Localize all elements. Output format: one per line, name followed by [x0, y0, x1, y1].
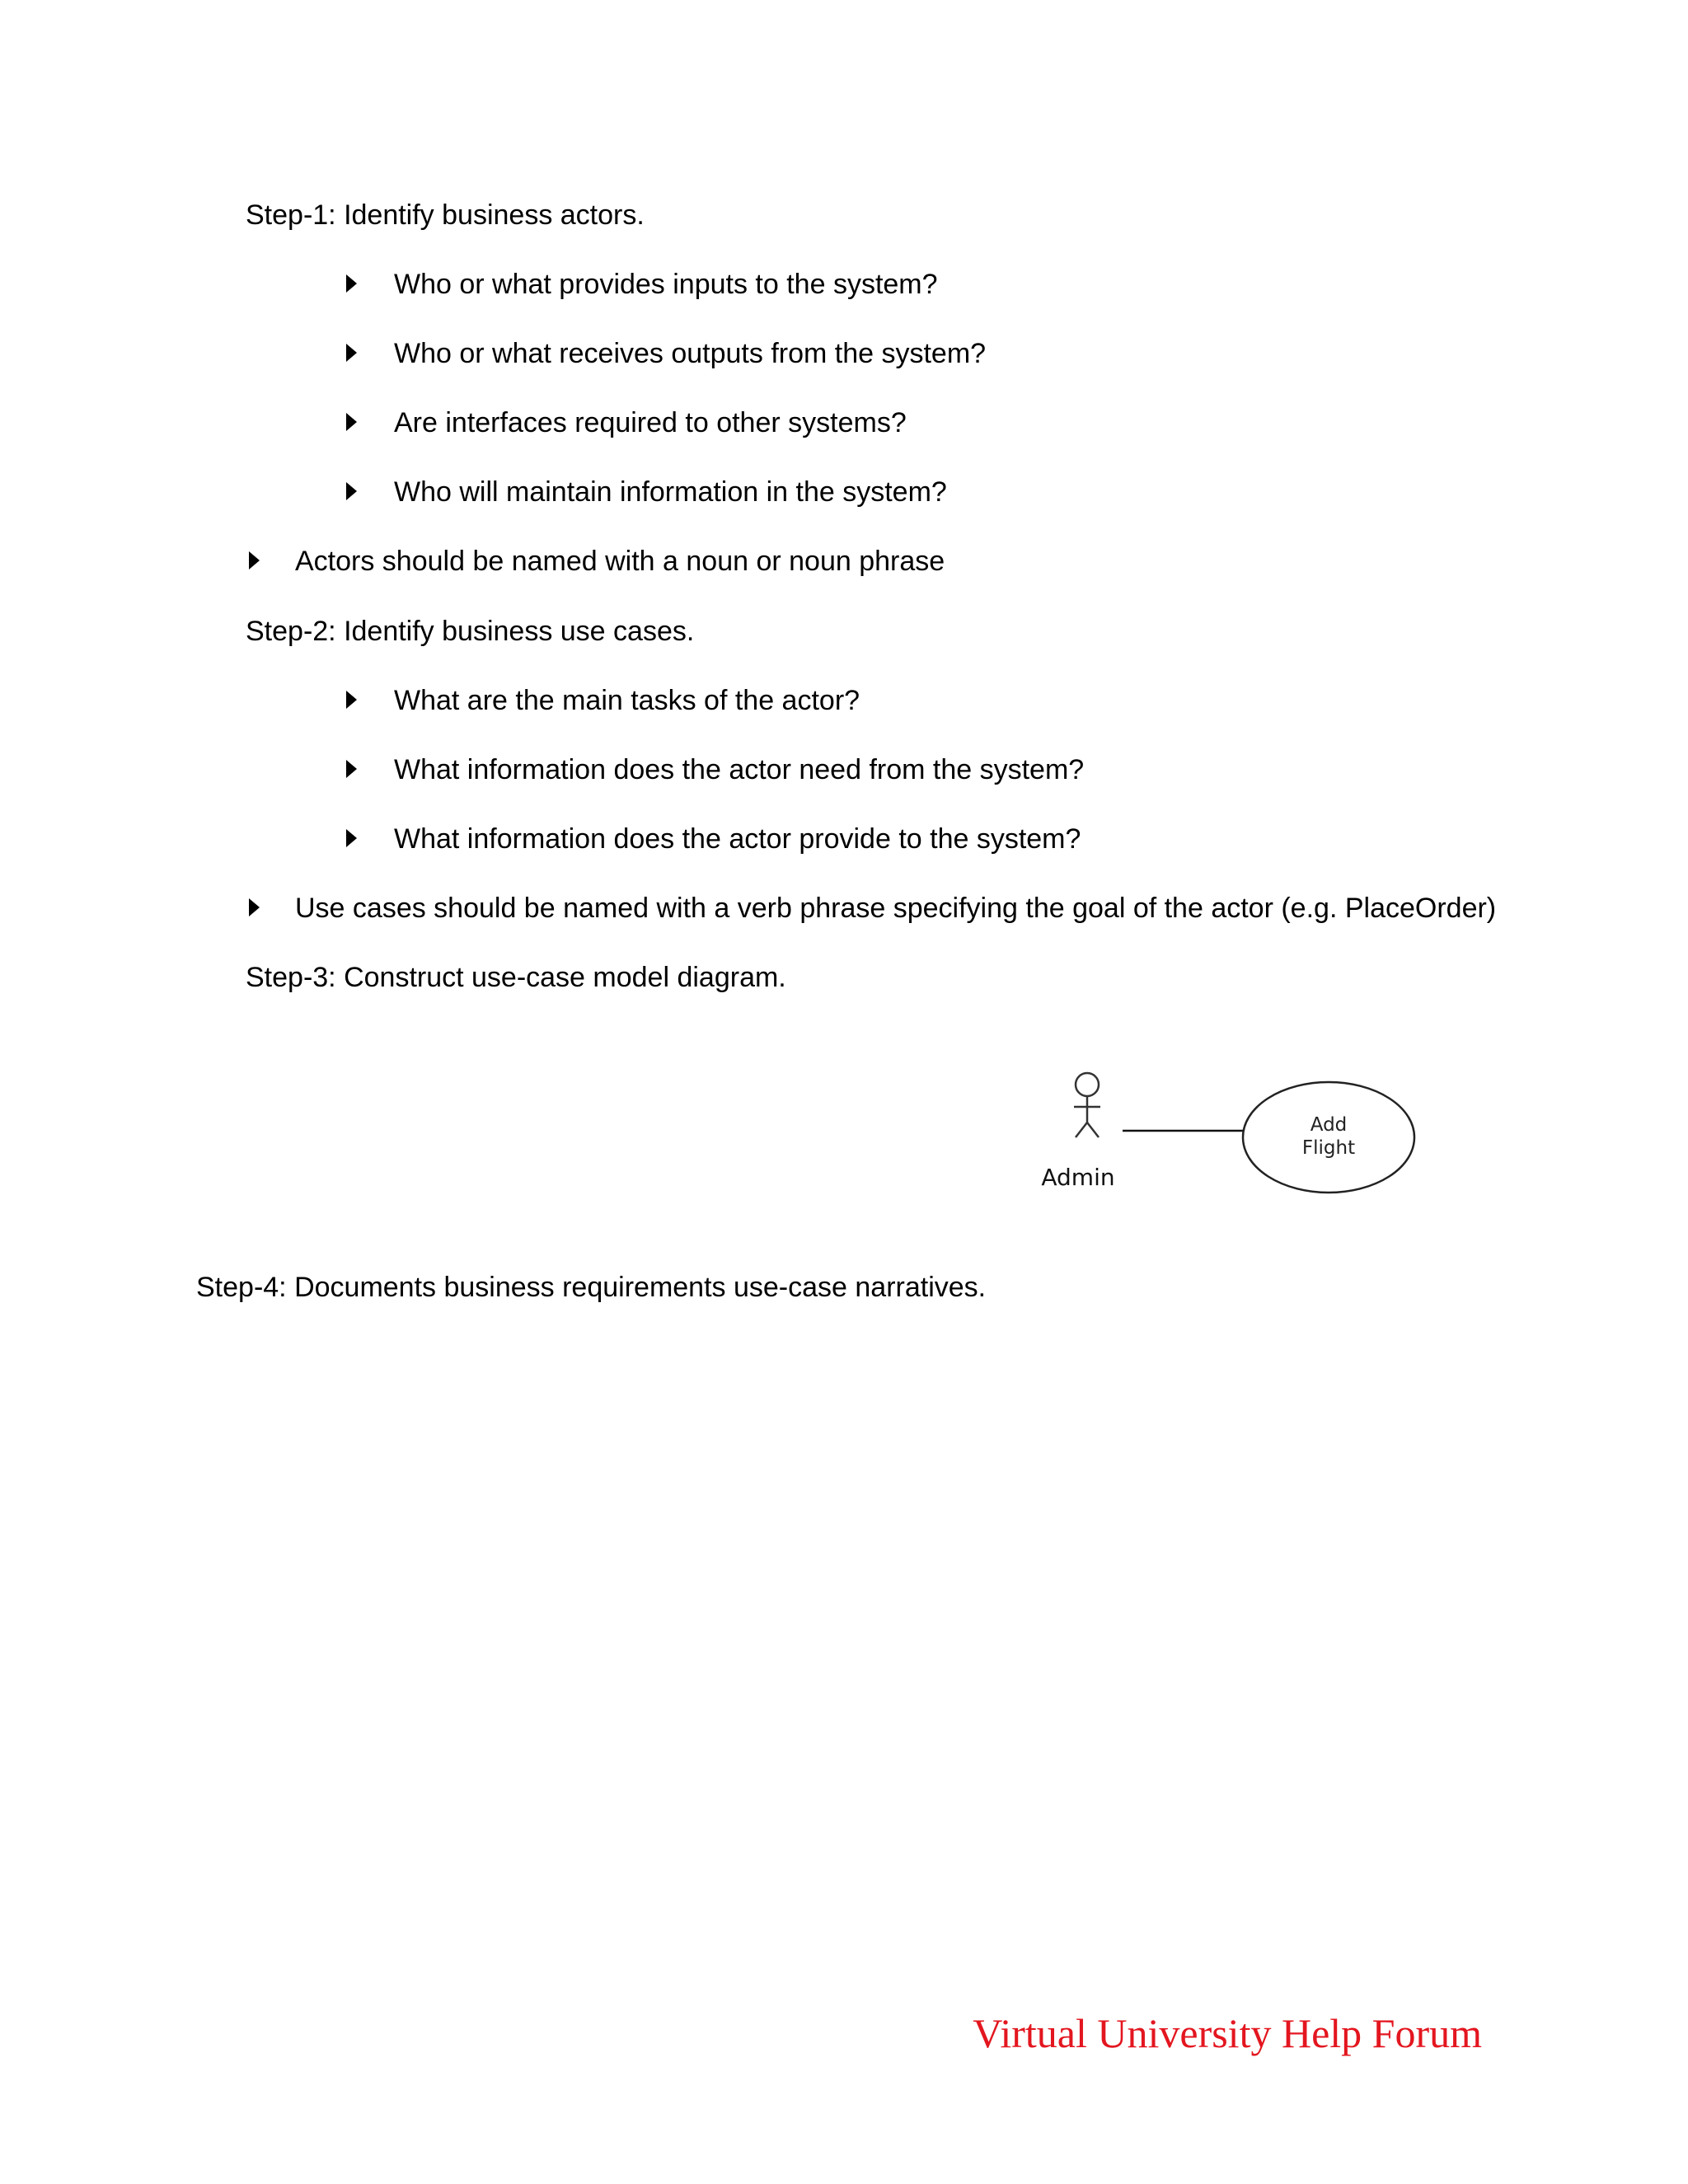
step2-heading: Step-2: Identify business use cases. [246, 616, 695, 647]
step1-question-1: Who or what provides inputs to the system? [394, 269, 938, 300]
bullet-arrow-icon [346, 760, 357, 778]
bullet-arrow-icon [346, 691, 357, 709]
use-case-label-line1: Add [1310, 1114, 1348, 1136]
step2-note: Use cases should be named with a verb phrase specifying the goal of the actor (e.g. PlaceOrder) [295, 893, 1497, 924]
step1-heading: Step-1: Identify business actors. [246, 199, 645, 231]
use-case-diagram-svg [1030, 1063, 1459, 1212]
watermark-text: Virtual University Help Forum [973, 2010, 1482, 2056]
bullet-arrow-icon [249, 898, 260, 916]
bullet-arrow-icon [346, 344, 357, 362]
actor-stick-figure-icon [1074, 1073, 1100, 1137]
bullet-arrow-icon [249, 551, 260, 569]
step1-question-2: Who or what receives outputs from the system? [394, 338, 987, 369]
bullet-arrow-icon [346, 413, 357, 431]
actor-label: Admin [1041, 1164, 1115, 1191]
step2-question-1: What are the main tasks of the actor? [394, 685, 860, 716]
step4-heading: Step-4: Documents business requirements use-case narratives. [196, 1272, 987, 1303]
step3-heading: Step-3: Construct use-case model diagram. [246, 962, 786, 993]
bullet-arrow-icon [346, 829, 357, 847]
step2-question-3: What information does the actor provide to the system? [394, 823, 1081, 855]
bullet-arrow-icon [346, 482, 357, 500]
bullet-arrow-icon [346, 274, 357, 293]
step1-question-4: Who will maintain information in the system? [394, 476, 947, 508]
step1-question-3: Are interfaces required to other systems? [394, 407, 907, 438]
step1-note: Actors should be named with a noun or noun phrase [295, 546, 945, 577]
step2-question-2: What information does the actor need from the system? [394, 754, 1085, 785]
use-case-diagram [1030, 1063, 1459, 1212]
use-case-label-line2: Flight [1301, 1137, 1356, 1159]
